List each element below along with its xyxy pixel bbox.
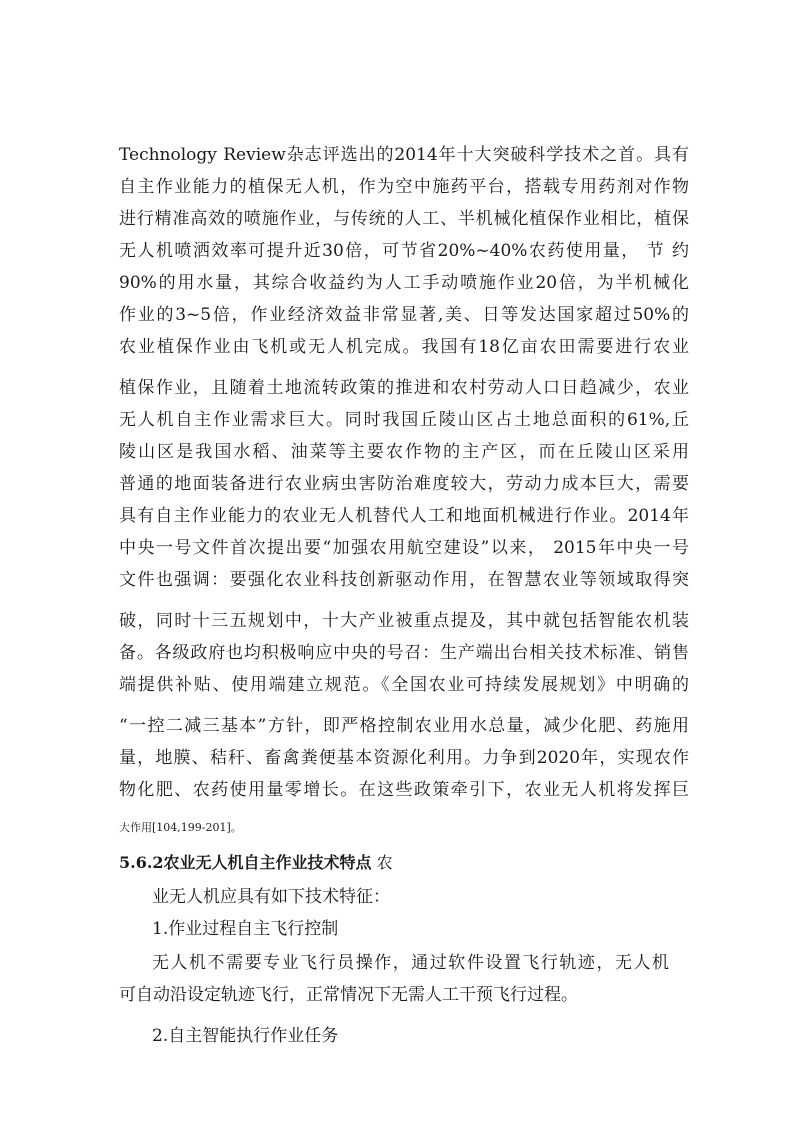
body-text-line: 自主作业能力的植保无人机，作为空中施药平台，搭载专用药剂对作物 bbox=[119, 177, 689, 197]
body-text-line: 物化肥、农药使用量零增长。在这些政策牵引下，农业无人机将发挥巨 bbox=[119, 780, 689, 800]
section-heading bbox=[119, 851, 689, 875]
item-title: 1.作业过程自主飞行控制 bbox=[152, 919, 339, 939]
body-text-line: “一控二减三基本”方针，即严格控制农业用水总量，减少化肥、药施用 bbox=[119, 716, 689, 736]
body-text-line: 端提供补贴、使用端建立规范。《全国农业可持续发展规划》中明确的 bbox=[119, 675, 689, 695]
body-text-line: 作业的3~5倍，作业经济效益非常显著,美、日等发达国家超过50%的 bbox=[119, 305, 689, 325]
item-body-line: 可自动沿设定轨迹飞行，正常情况下无需人工干预飞行过程。 bbox=[119, 985, 578, 1005]
body-text-line: 90%的用水量，其综合收益约为人工手动喷施作业20倍，为半机械化 bbox=[119, 273, 689, 293]
body-text-line: 备。各级政府也均积极响应中央的号召：生产端出台相关技术标准、销售 bbox=[119, 643, 689, 663]
body-text-line: 破，同时十三五规划中，十大产业被重点提及，其中就包括智能农机装 bbox=[119, 611, 689, 631]
reference-citation: 大作用[104,199-201]。 bbox=[119, 821, 242, 834]
body-text-line: 植保作业，且随着土地流转政策的推进和农村劳动人口日趋减少，农业 bbox=[119, 378, 689, 398]
body-text-line: 量，地膜、秸秆、畜禽粪便基本资源化利用。力争到2020年，实现农作 bbox=[119, 748, 689, 768]
item-title: 2.自主智能执行作业任务 bbox=[152, 1026, 339, 1046]
body-text-line: 进行精准高效的喷施作业，与传统的人工、半机械化植保作业相比，植保 bbox=[119, 209, 689, 229]
item-body-line: 无人机不需要专业飞行员操作，通过软件设置飞行轨迹，无人机 bbox=[152, 953, 669, 973]
body-text-line: 中央一号文件首次提出要“加强农用航空建设”以来， 2015年中央一号 bbox=[119, 538, 689, 558]
body-text-line: 农业植保作业由飞机或无人机完成。我国有18亿亩农田需要进行农业 bbox=[119, 337, 689, 357]
body-text-line: 文件也强调：要强化农业科技创新驱动作用，在智慧农业等领域取得突 bbox=[119, 570, 689, 590]
body-text-line: Technology Review杂志评选出的2014年十大突破科学技术之首。具有 bbox=[119, 145, 689, 165]
body-text-line: 无人机自主作业需求巨大。同时我国丘陵山区占土地总面积的61%,丘 bbox=[119, 410, 689, 430]
body-text-line: 普通的地面装备进行农业病虫害防治难度较大，劳动力成本巨大，需要 bbox=[119, 474, 689, 494]
section-heading-bold: 5.6.2农业无人机自主作业技术特点 bbox=[119, 853, 372, 872]
body-text-line: 无人机喷洒效率可提升近30倍，可节省20%~40%农药使用量， 节 约 bbox=[119, 241, 689, 261]
section-heading-trailing: 农 bbox=[371, 853, 393, 872]
section-intro: 业无人机应具有如下技术特征： bbox=[152, 887, 390, 907]
body-text-line: 具有自主作业能力的农业无人机替代人工和地面机械进行作业。2014年 bbox=[119, 506, 689, 526]
body-text-line: 陵山区是我国水稻、油菜等主要农作物的主产区，而在丘陵山区采用 bbox=[119, 442, 689, 462]
